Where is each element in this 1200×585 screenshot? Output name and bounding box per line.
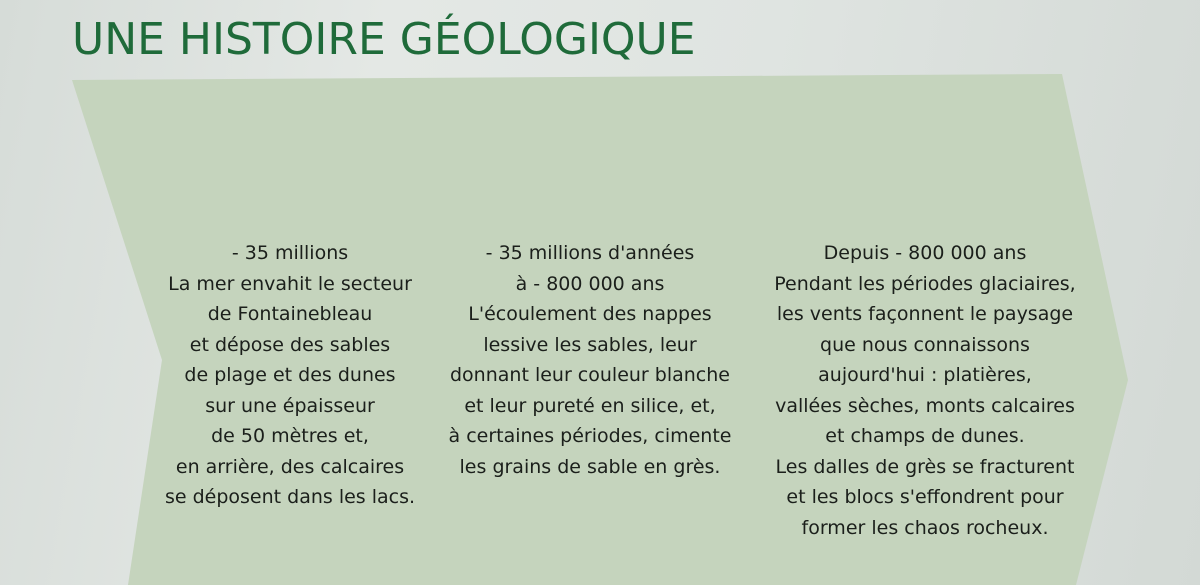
column-3-line: Pendant les périodes glaciaires,: [774, 272, 1076, 295]
column-3-line: vallées sèches, monts calcaires: [775, 394, 1075, 417]
column-3-line: que nous connaissons: [820, 333, 1030, 356]
column-1-line: et dépose des sables: [189, 333, 391, 356]
column-2-date: - 35 millions d'années: [485, 242, 695, 264]
column-1-line: de plage et des dunes: [184, 364, 396, 386]
column-1-line: sur une épaisseur: [205, 394, 375, 417]
column-1-line: se déposent dans les lacs.: [164, 486, 416, 508]
timeline-column-middle: [440, 238, 740, 482]
column-3-date: Depuis - 800 000 ans: [823, 242, 1027, 264]
timeline-column-early: [150, 238, 430, 513]
column-1-date: - 35 millions: [231, 242, 349, 264]
column-2-line: à certaines périodes, cimente: [448, 425, 732, 447]
column-2-line: L'écoulement des nappes: [468, 303, 712, 325]
column-3-line: former les chaos rocheux.: [801, 516, 1049, 539]
column-2-line: donnant leur couleur blanche: [450, 364, 730, 386]
column-1-line: en arrière, des calcaires: [175, 455, 405, 478]
column-2-date: à - 800 000 ans: [515, 272, 665, 295]
column-2-line: et leur pureté en silice, et,: [464, 394, 716, 417]
column-3-line: Les dalles de grès se fracturent: [775, 455, 1075, 478]
column-3-line: et champs de dunes.: [825, 425, 1025, 447]
column-1-line: de 50 mètres et,: [211, 425, 369, 447]
column-3-line: les vents façonnent le paysage: [776, 303, 1074, 325]
column-3-line: aujourd'hui : platières,: [818, 364, 1032, 386]
column-1-line: de Fontainebleau: [207, 303, 373, 325]
sign-title: UNE HISTOIRE GÉOLOGIQUE: [72, 14, 696, 65]
column-1-line: La mer envahit le secteur: [168, 272, 412, 295]
column-3-line: et les blocs s'effondrent pour: [786, 486, 1064, 508]
column-2-line: lessive les sables, leur: [483, 333, 697, 356]
timeline-column-recent: [755, 238, 1095, 543]
column-2-line: les grains de sable en grès.: [459, 455, 721, 478]
